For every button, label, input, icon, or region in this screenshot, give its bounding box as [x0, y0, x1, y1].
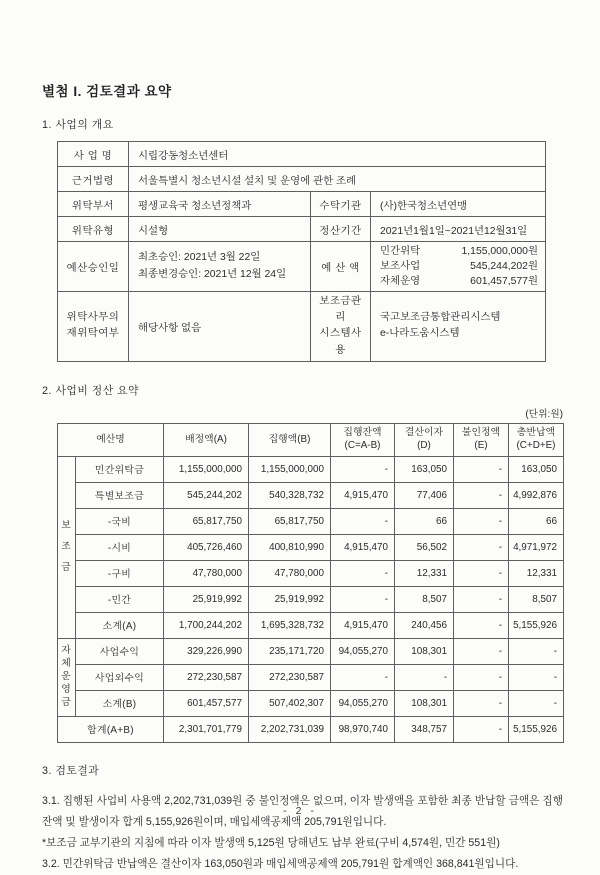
approval-line1: 최초승인: 2021년 3월 22일 — [138, 252, 261, 264]
budget-name-cell: -민간 — [76, 586, 164, 612]
amount-cell-balance: 4,915,470 — [331, 482, 395, 508]
approval-value — [129, 242, 311, 292]
amount-cell-executed: 25,919,992 — [249, 586, 331, 612]
budget-name-cell: 특별보조금 — [76, 482, 164, 508]
dept-value: 평생교육국 청소년정책과 — [129, 192, 311, 217]
budget-group-label: 보조금 — [58, 456, 76, 638]
amount-cell-interest: 12,331 — [395, 560, 454, 586]
review-paragraph-3-1: 3.1. 집행된 사업비 사용액 2,202,731,039원 중 불인정액은 없으며, 이자 발생액을 포함한 최종 반납할 금액은 집행잔액 및 발생이자 합계 5,155,926원이며, 매입세액공제액 205,791원입니다. — [42, 794, 563, 828]
amount-cell-allocated: 329,226,990 — [164, 638, 249, 664]
budget-name-cell: -국비 — [76, 508, 164, 534]
amount-cell-total-return: 12,331 — [509, 560, 564, 586]
amount-cell-balance: - — [331, 586, 395, 612]
section1-heading: 1. 사업의 개요 — [42, 119, 114, 131]
system-value — [371, 292, 546, 362]
amount-cell-balance: - — [331, 508, 395, 534]
amount-cell-interest: 66 — [395, 508, 454, 534]
retrust-label — [58, 292, 129, 362]
amount-cell-total-return: - — [509, 690, 564, 716]
amount-cell-disallowed: - — [454, 560, 509, 586]
amount-cell-executed: 65,817,750 — [249, 508, 331, 534]
budget-name-cell: 사업수익 — [76, 638, 164, 664]
settlement-row — [58, 560, 564, 586]
table-row — [58, 192, 546, 217]
retrust-label-line1: 위탁사무의 — [66, 312, 120, 324]
retrust-label-line2: 재위탁여부 — [66, 328, 120, 340]
amount-cell-allocated: 1,155,000,000 — [164, 456, 249, 482]
legal-basis-label: 근거법령 — [58, 167, 129, 192]
amount-cell-disallowed: - — [454, 638, 509, 664]
amount-cell-disallowed: - — [454, 664, 509, 690]
period-value: 2021년1월1일~2021년12월31일 — [371, 217, 546, 242]
amount-cell-executed: 235,171,720 — [249, 638, 331, 664]
review-note-subsidy: *보조금 교부기관의 지침에 따라 이자 발생액 5,125원 당해년도 납부 완료(구비 4,574원, 민간 551원) — [42, 836, 500, 849]
budget-name-cell: 합계(A+B) — [58, 716, 164, 742]
amount-cell-disallowed: - — [454, 534, 509, 560]
amount-cell-balance: - — [331, 560, 395, 586]
amount-cell-allocated: 25,919,992 — [164, 586, 249, 612]
amount-cell-balance: 4,915,470 — [331, 534, 395, 560]
amount-cell-interest: 240,456 — [395, 612, 454, 638]
amount-cell-executed: 400,810,990 — [249, 534, 331, 560]
header-balance-line2: (C=A-B) — [344, 439, 381, 451]
amount-cell-executed: 507,402,307 — [249, 690, 331, 716]
table-row — [58, 217, 546, 242]
header-interest-line2: (D) — [417, 439, 431, 451]
header-interest-line1: 결산이자 — [404, 427, 444, 439]
trustee-label: 수탁기관 — [311, 192, 371, 217]
business-name-value: 시립강동청소년센터 — [129, 142, 546, 167]
review-paragraph-3-2: 3.2. 민간위탁금 반납액은 결산이자 163,050원과 매입세액공제액 205,791원 합계액인 368,841원입니다. — [42, 857, 519, 870]
legal-basis-value: 서울특별시 청소년시설 설치 및 운영에 관한 조례 — [129, 167, 546, 192]
header-total-line1: 총반납액 — [516, 427, 556, 439]
amount-cell-disallowed: - — [454, 716, 509, 742]
table-row — [58, 142, 546, 167]
header-disallowed-line2: (E) — [474, 439, 488, 451]
header-balance-line1: 집행잔액 — [343, 427, 382, 439]
budget-name-cell: 민간위탁금 — [76, 456, 164, 482]
amount-cell-total-return: 5,155,926 — [509, 716, 564, 742]
budget-item — [380, 244, 538, 259]
settlement-row — [58, 690, 564, 716]
approval-label: 예산승인일 — [58, 242, 129, 292]
review-results — [42, 791, 563, 875]
budget-label: 예 산 액 — [311, 242, 371, 292]
settlement-row — [58, 456, 564, 482]
settlement-table-body — [58, 456, 564, 742]
amount-cell-interest: 56,502 — [395, 534, 454, 560]
business-name-label: 사 업 명 — [58, 142, 129, 167]
amount-cell-disallowed: - — [454, 690, 509, 716]
settlement-row — [58, 664, 564, 690]
budget-item — [380, 274, 538, 289]
header-disallowed-line1: 불인정액 — [461, 427, 501, 439]
type-value: 시설형 — [129, 217, 311, 242]
settlement-row — [58, 482, 564, 508]
amount-cell-total-return: 4,971,972 — [509, 534, 564, 560]
settlement-table-header — [58, 423, 564, 456]
budget-item-name: 자체운영 — [380, 276, 421, 288]
amount-cell-total-return: - — [509, 638, 564, 664]
amount-cell-executed: 2,202,731,039 — [249, 716, 331, 742]
amount-cell-total-return: 5,155,926 — [509, 612, 564, 638]
budget-group-label: 자체운영금 — [58, 638, 76, 716]
amount-cell-disallowed: - — [454, 612, 509, 638]
approval-line2: 최종변경승인: 2021년 12월 24일 — [138, 268, 287, 280]
header-row — [58, 423, 564, 456]
header-allocated: 배정액(A) — [164, 423, 249, 456]
settlement-table — [57, 423, 564, 743]
system-value-line2: e-나라도움시스템 — [380, 328, 460, 340]
settlement-row — [58, 612, 564, 638]
amount-cell-interest: 8,507 — [395, 586, 454, 612]
budget-item — [380, 259, 538, 274]
amount-cell-balance: 94,055,270 — [331, 690, 395, 716]
header-total-line2: (C+D+E) — [516, 439, 556, 451]
amount-cell-allocated: 65,817,750 — [164, 508, 249, 534]
section3-heading: 3. 검토결과 — [42, 764, 100, 777]
settlement-row — [58, 534, 564, 560]
overview-table — [57, 141, 546, 362]
amount-cell-balance: - — [331, 664, 395, 690]
budget-name-cell: 사업외수익 — [76, 664, 164, 690]
header-budget-name: 예산명 — [58, 423, 164, 456]
amount-cell-allocated: 47,780,000 — [164, 560, 249, 586]
amount-cell-disallowed: - — [454, 482, 509, 508]
period-label: 정산기간 — [311, 217, 371, 242]
amount-cell-interest: 77,406 — [395, 482, 454, 508]
amount-cell-total-return: 8,507 — [509, 586, 564, 612]
amount-cell-balance: 94,055,270 — [331, 638, 395, 664]
budget-item-amount: 601,457,577원 — [470, 276, 538, 288]
budget-value — [371, 242, 546, 292]
table-row — [58, 242, 546, 292]
amount-cell-total-return: 66 — [509, 508, 564, 534]
amount-cell-executed: 1,155,000,000 — [249, 456, 331, 482]
header-disallowed — [454, 423, 509, 456]
budget-name-cell: 소계(B) — [76, 690, 164, 716]
amount-cell-total-return: 163,050 — [509, 456, 564, 482]
page-title: 별첨 I. 검토결과 요약 — [42, 84, 172, 99]
amount-cell-allocated: 2,301,701,779 — [164, 716, 249, 742]
amount-cell-disallowed: - — [454, 456, 509, 482]
amount-cell-interest: - — [395, 664, 454, 690]
settlement-row — [58, 586, 564, 612]
table-row — [58, 292, 546, 362]
budget-name-cell: -시비 — [76, 534, 164, 560]
amount-cell-balance: - — [331, 456, 395, 482]
header-executed: 집행액(B) — [249, 423, 331, 456]
amount-cell-executed: 47,780,000 — [249, 560, 331, 586]
unit-note: (단위:원) — [525, 408, 563, 420]
system-label-line1: 보조금관리 — [319, 296, 362, 324]
table-row — [58, 167, 546, 192]
budget-item-name: 보조사업 — [380, 261, 421, 273]
budget-item-amount: 545,244,202원 — [470, 261, 538, 273]
settlement-total-row — [58, 716, 564, 742]
amount-cell-allocated: 405,726,460 — [164, 534, 249, 560]
amount-cell-executed: 1,695,328,732 — [249, 612, 331, 638]
amount-cell-total-return: 4,992,876 — [509, 482, 564, 508]
amount-cell-allocated: 1,700,244,202 — [164, 612, 249, 638]
amount-cell-interest: 348,757 — [395, 716, 454, 742]
budget-name-cell: -구비 — [76, 560, 164, 586]
page-number: - 2 - — [283, 805, 317, 817]
section2-heading: 2. 사업비 정산 요약 — [42, 384, 140, 397]
budget-name-cell: 소계(A) — [76, 612, 164, 638]
amount-cell-allocated: 272,230,587 — [164, 664, 249, 690]
retrust-value: 해당사항 없음 — [129, 292, 311, 362]
system-value-line1: 국고보조금통합관리시스템 — [380, 312, 501, 324]
system-label — [311, 292, 371, 362]
amount-cell-disallowed: - — [454, 508, 509, 534]
amount-cell-balance: 4,915,470 — [331, 612, 395, 638]
settlement-row — [58, 638, 564, 664]
amount-cell-allocated: 545,244,202 — [164, 482, 249, 508]
settlement-row — [58, 508, 564, 534]
amount-cell-interest: 163,050 — [395, 456, 454, 482]
amount-cell-allocated: 601,457,577 — [164, 690, 249, 716]
amount-cell-interest: 108,301 — [395, 638, 454, 664]
dept-label: 위탁부서 — [58, 192, 129, 217]
header-total-return — [509, 423, 564, 456]
budget-item-amount: 1,155,000,000원 — [461, 246, 538, 257]
system-label-line2: 시스템사용 — [319, 328, 362, 356]
amount-cell-interest: 108,301 — [395, 690, 454, 716]
header-balance — [331, 423, 395, 456]
amount-cell-disallowed: - — [454, 586, 509, 612]
amount-cell-total-return: - — [509, 664, 564, 690]
trustee-value: (사)한국청소년연맹 — [371, 192, 546, 217]
amount-cell-executed: 272,230,587 — [249, 664, 331, 690]
type-label: 위탁유형 — [58, 217, 129, 242]
amount-cell-executed: 540,328,732 — [249, 482, 331, 508]
budget-item-name: 민간위탁 — [380, 246, 421, 257]
header-interest — [395, 423, 454, 456]
amount-cell-balance: 98,970,740 — [331, 716, 395, 742]
